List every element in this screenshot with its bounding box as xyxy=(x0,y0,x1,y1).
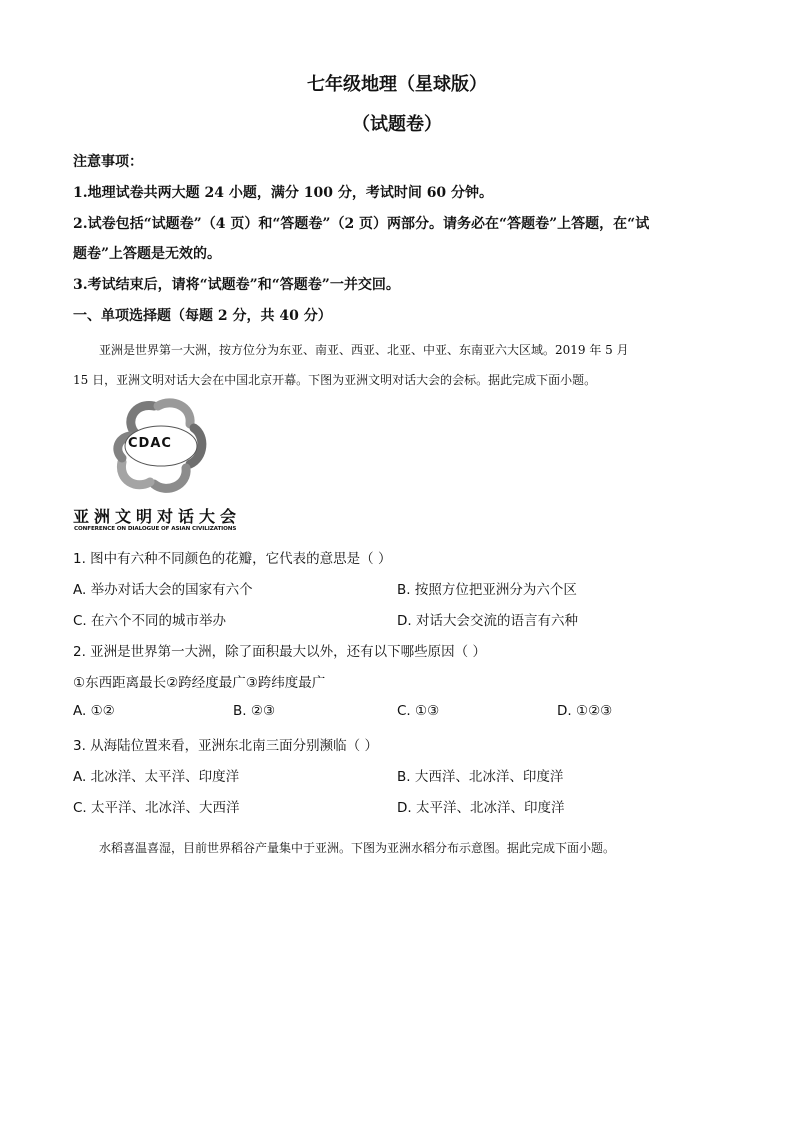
page-title: 七年级地理（星球版） xyxy=(307,74,487,95)
intro-1-line-1: 亚洲是世界第一大洲，按方位分为东亚、南亚、西亚、北亚、中亚、东南亚六大区域。2019 年 5 月 xyxy=(99,343,629,357)
question-3-option-d: D. 太平洋、北冰洋、印度洋 xyxy=(397,800,565,816)
cdac-logo xyxy=(106,394,216,498)
logo-name-cn: 亚洲文明对话大会 xyxy=(73,507,242,526)
question-1-option-c: C. 在六个不同的城市举办 xyxy=(73,613,227,629)
question-2-option-a: A. ①② xyxy=(73,703,115,719)
intro-1-line-2: 15 日，亚洲文明对话大会在中国北京开幕。下图为亚洲文明对话大会的会标。据此完成下面小题。 xyxy=(73,373,597,387)
section-heading: 一、单项选择题（每题 2 分，共 40 分） xyxy=(73,308,332,324)
notes-item-3: 3.考试结束后，请将“试题卷”和“答题卷”一并交回。 xyxy=(73,277,400,293)
question-3-stem: 3. 从海陆位置来看，亚洲东北南三面分别濒临（ ） xyxy=(73,738,378,754)
question-1-stem: 1. 图中有六种不同颜色的花瓣，它代表的意思是（ ） xyxy=(73,551,392,567)
question-1-option-d: D. 对话大会交流的语言有六种 xyxy=(397,613,578,629)
question-1-option-a: A. 举办对话大会的国家有六个 xyxy=(73,582,253,598)
logo-name-en: CONFERENCE ON DIALOGUE OF ASIAN CIVILIZATIONS xyxy=(74,526,237,532)
notes-item-2-line-2: 题卷”上答题是无效的。 xyxy=(73,246,222,262)
notes-item-1: 1.地理试卷共两大题 24 小题，满分 100 分，考试时间 60 分钟。 xyxy=(73,185,494,201)
question-2-option-c: C. ①③ xyxy=(397,703,440,719)
question-3-option-b: B. 大西洋、北冰洋、印度洋 xyxy=(397,769,564,785)
question-2-option-b: B. ②③ xyxy=(233,703,276,719)
notes-item-2-line-1: 2.试卷包括“试题卷”（4 页）和“答题卷”（2 页）两部分。请务必在“答题卷”上答题，在“试 xyxy=(73,216,650,232)
page-subtitle: （试题卷） xyxy=(352,114,442,135)
logo-center-text: CDAC xyxy=(128,436,172,451)
question-3-option-a: A. 北冰洋、太平洋、印度洋 xyxy=(73,769,240,785)
question-2-statements: ①东西距离最长②跨经度最广③跨纬度最广 xyxy=(73,675,326,691)
intro-2-line-1: 水稻喜温喜湿，目前世界稻谷产量集中于亚洲。下图为亚洲水稻分布示意图。据此完成下面小题。 xyxy=(99,841,616,855)
question-2-stem: 2. 亚洲是世界第一大洲，除了面积最大以外，还有以下哪些原因（ ） xyxy=(73,644,486,660)
question-2-option-d: D. ①②③ xyxy=(557,703,613,719)
notes-heading: 注意事项： xyxy=(73,154,143,170)
question-3-option-c: C. 太平洋、北冰洋、大西洋 xyxy=(73,800,240,816)
question-1-option-b: B. 按照方位把亚洲分为六个区 xyxy=(397,582,577,598)
